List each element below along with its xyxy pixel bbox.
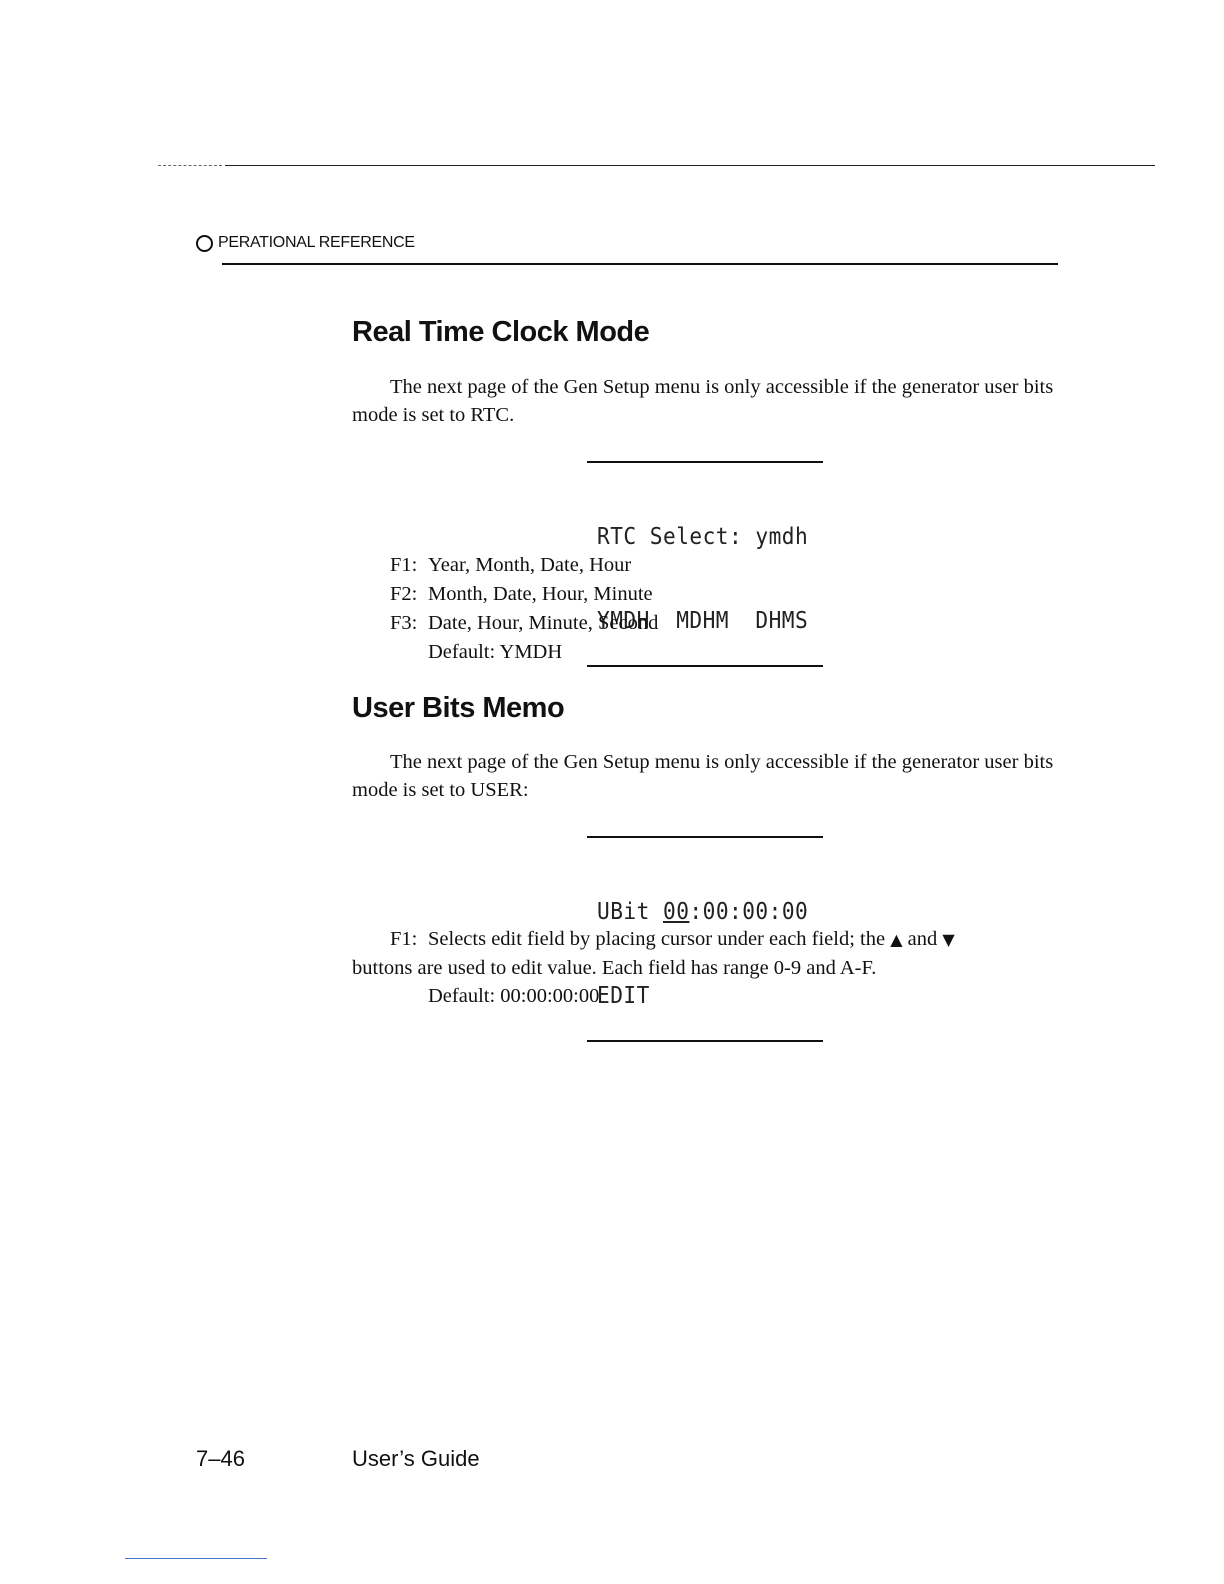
- rtc-f3-item: [390, 609, 658, 638]
- running-header: PERATIONAL REFERENCE: [218, 234, 415, 251]
- rtc-lcd-line-2: YMDH MDHM DHMS: [597, 608, 809, 634]
- header-rule: [222, 263, 1058, 265]
- bottom-edge-line: [125, 1558, 267, 1559]
- top-dashed-rule: [158, 165, 222, 166]
- footer-page-number: 7–46: [196, 1446, 245, 1471]
- ubit-f1-line-2: buttons are used to edit value. Each field has range 0-9 and A-F.: [352, 957, 877, 979]
- user-bits-paragraph: The next page of the Gen Setup menu is only accessible if the generator user bits mode is set to USER:: [352, 751, 1054, 801]
- ubit-f1-text-b: and: [907, 928, 938, 950]
- ubit-lcd-line-2: EDIT: [597, 983, 650, 1009]
- ubit-lcd-line-1: [597, 898, 809, 926]
- top-rule: [225, 165, 1155, 166]
- ubit-f1-line-1: [352, 925, 1058, 954]
- ubit-remaining-fields: :00:00:00: [689, 899, 809, 925]
- footer-title: User’s Guide: [352, 1446, 480, 1471]
- ubit-f1-text-a: Selects edit field by placing cursor under each field; the: [428, 928, 886, 950]
- down-triangle-icon: ▼: [942, 930, 955, 949]
- up-triangle-icon: ▲: [890, 930, 903, 949]
- f1-key: F1:: [390, 554, 418, 576]
- header-initial-circle: [196, 235, 213, 252]
- ubit-label: UBit: [597, 899, 664, 925]
- f3-key: F3:: [390, 612, 418, 634]
- f3-text: Date, Hour, Minute, Second: [428, 612, 659, 634]
- f2-key: F2:: [390, 583, 418, 605]
- f2-text: Month, Date, Hour, Minute: [428, 583, 653, 605]
- rtc-default: Default: YMDH: [428, 641, 563, 663]
- ubit-default: Default: 00:00:00:00: [428, 985, 600, 1007]
- user-bits-f1-description: [352, 925, 1058, 1010]
- rtc-f1-item: [390, 551, 658, 580]
- ubit-f1-key: F1:: [390, 928, 418, 950]
- rtc-function-keys: [390, 551, 658, 667]
- f1-text: Year, Month, Date, Hour: [428, 554, 632, 576]
- heading-real-time-clock-mode: Real Time Clock Mode: [352, 316, 650, 348]
- ubit-cursor-field: 00: [663, 899, 690, 925]
- rtc-f2-item: [390, 580, 658, 609]
- rtc-paragraph: The next page of the Gen Setup menu is only accessible if the generator user bits mode is set to RTC.: [352, 376, 1054, 426]
- heading-user-bits-memo: User Bits Memo: [352, 692, 565, 724]
- rtc-lcd-line-1: RTC Select: ymdh: [597, 524, 809, 550]
